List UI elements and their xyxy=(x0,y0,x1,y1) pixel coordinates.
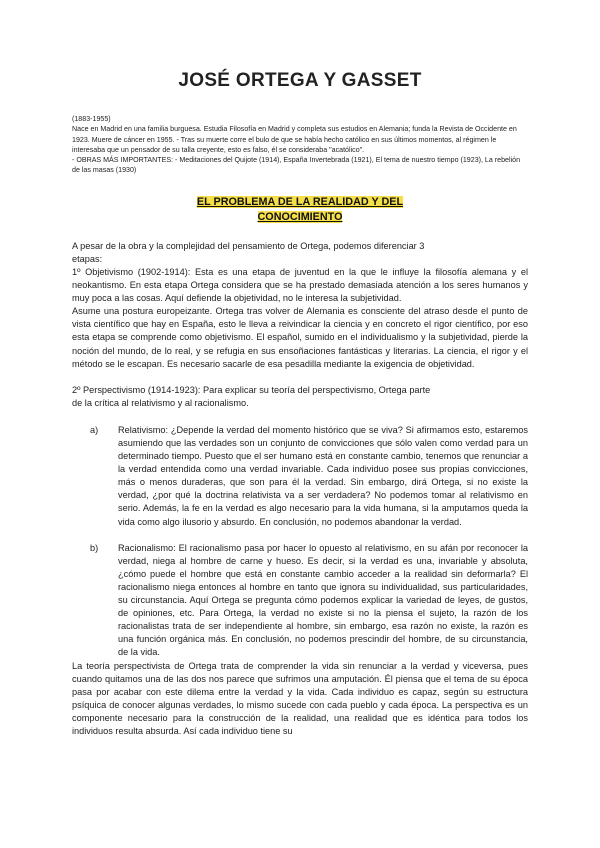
final-paragraph: La teoría perspectivista de Ortega trata de comprender la vida sin renunciar a la verdad y viceversa, pues cuando quitamos una de las dos nos parece que sufrimos una amputación. Él piensa que el tema de su época pasa por acabar con este dilema entre la verdad y la vida. Cada individuo es capaz, según su estructura psíquica de conocer algunas verdades, lo mismo sucede con cada pueblo y cada época. La perspectiva es un componente necesario para la construcción de la realidad, una realidad que es idéntica para todos los individuos resulta absurda. Así cada individuo tiene su xyxy=(72,660,528,736)
section-heading-line1: EL PROBLEMA DE LA REALIDAD Y DEL xyxy=(196,195,404,208)
document-body xyxy=(72,240,528,738)
stage1-paragraph-2: Asume una postura europeizante. Ortega tras volver de Alemania es consciente del atraso desde el punto de vista científico que hay en España, esto le lleva a reivindicar la ciencia y en concreto el rigor científico, por eso esta etapa se comprende como objetivismo. El español, sumido en el individualismo y la subjetividad, pierde la noción del mundo, de lo real, y se refugia en sus ensoñaciones fantásticas y literarias. La ciencia, el rigor y el método se le escapan. Es necesario sacarle de esa pesadilla mediante la exigencia de objetividad. xyxy=(72,306,528,369)
stage2-line-2: de la crítica al relativismo y al racionalismo. xyxy=(72,397,249,408)
intro-line-2: etapas: xyxy=(72,253,103,264)
bio-years: (1883-1955) xyxy=(72,115,111,123)
stage2-line-1: 2º Perspectivismo (1914-1923): Para explicar su teoría del perspectivismo, Ortega parte xyxy=(72,384,431,395)
bio-works: - OBRAS MÁS IMPORTANTES: - Meditaciones del Quijote (1914), España Invertebrada (1921), El tema de nuestro tiempo (1923), La rebelión de las masas (1930) xyxy=(72,156,521,175)
author-bio xyxy=(72,114,528,176)
stage1-paragraph-1: 1º Objetivismo (1902-1914): Esta es una etapa de juventud en la que le influye la filosofía alemana y el neokantismo. En esta etapa Ortega considera que se ha prestado demasiada atención a los seres humanos y muy poca a las cosas. Aquí defiende la objetividad, no le interesa la subjetividad. xyxy=(72,266,528,304)
stage2-intro xyxy=(72,384,528,410)
section-heading-line2: CONOCIMIENTO xyxy=(257,210,343,223)
bio-text: Nace en Madrid en una familia burguesa. Estudia Filosofía en Madrid y completa sus estudios en Alemania; funda la Revista de Occidente en 1923. Muere de cáncer en 1955. - Tras su muerte corre el bulo de que se había hecho católico en sus últimos momentos, al régimen le interesaba que un pensador de su talla creyente, esto es falso, él se consideraba "acatólico". xyxy=(72,125,517,154)
list-item-racionalismo xyxy=(72,542,528,660)
list-marker: a) xyxy=(90,424,99,435)
list-item-relativismo xyxy=(72,424,528,529)
intro-paragraph xyxy=(72,240,528,266)
document-title: JOSÉ ORTEGA Y GASSET xyxy=(178,70,422,91)
section-heading xyxy=(72,194,528,224)
list-item-text: Racionalismo: El racionalismo pasa por hacer lo opuesto al relativismo, en su afán por reconocer la verdad, niega al hombre de carne y hueso. Es decir, si la verdad es una, invariable y absoluta, ¿cómo puede el hombre que está en constante cambio acceder a la realidad sin deformarla? El racionalismo niega entonces al hombre en tanto que ignora su individualidad, sus particularidades, su circunstancia. Aquí Ortega se pregunta cómo podemos explicar la variedad de leyes, de gustos, de opiniones, etc. Para Ortega, la verdad no existe si no la piensa el sujeto, la razón de los racionalistas trata de ser independiente al hombre, sin embargo, esa razón no existe, la razón es una función orgánica más. En conclusión, no podemos prescindir del hombre, de su circunstancia, de la vida. xyxy=(118,542,528,658)
critique-list xyxy=(72,424,528,660)
list-item-text: Relativismo: ¿Depende la verdad del momento histórico que se viva? Si afirmamos esto, estaremos asumiendo que las verdades son un conjunto de convicciones que sólo valen como verdad para un determinado tiempo. Puesto que el ser humano está en constante cambio, tenemos que renunciar a la verdad entendida como una verdad invariable. Cada individuo posee sus propias convicciones, más o menos duraderas, que son para él la verdad. Sin embargo, dirá Ortega, si no existe la verdad, ¿por qué la doctrina relativista va a ser verdadera? No podemos tomar al relativismo en serio. Además, la fe en la verdad es algo necesario para la vida humana, si la amputamos queda la vida como algo ilusorio y absurdo. En conclusión, no podemos abandonar la verdad. xyxy=(118,424,528,527)
spacer xyxy=(72,371,528,384)
list-marker: b) xyxy=(90,542,99,553)
intro-line-1: A pesar de la obra y la complejidad del pensamiento de Ortega, podemos diferenciar 3 xyxy=(72,240,425,251)
